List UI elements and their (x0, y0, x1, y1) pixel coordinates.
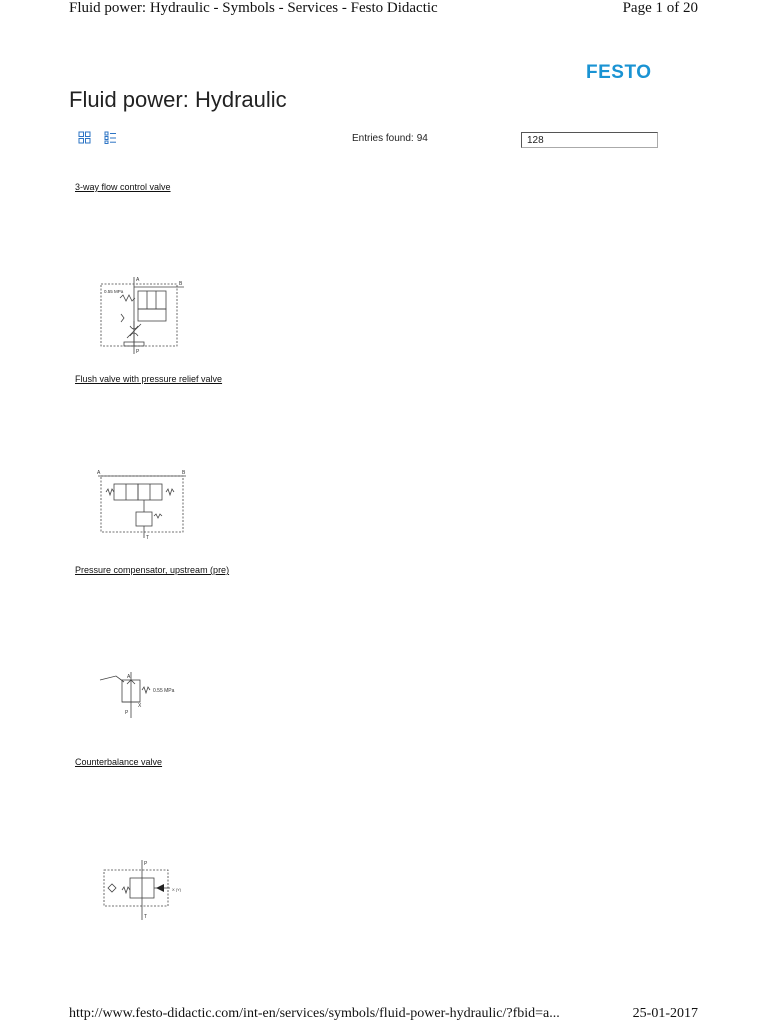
list-view-icon[interactable] (104, 131, 117, 144)
footer-url[interactable]: http://www.festo-didactic.com/int-en/services/symbols/fluid-power-hydraulic/?fbid=a... (69, 1006, 560, 1021)
entries-count: 94 (416, 133, 428, 144)
port-x-label: X (138, 703, 142, 709)
document-title: Fluid power: Hydraulic - Symbols - Services - Festo Didactic (69, 0, 438, 16)
pressure-label: 0.55 MPa (104, 289, 124, 294)
port-t-label: T (146, 535, 150, 541)
port-x-label: X (Y) (172, 887, 182, 892)
entry-title-pressure-compensator-upstream[interactable]: Pressure compensator, upstream (pre) (75, 565, 230, 575)
3-way-flow-control-valve-symbol[interactable] (96, 274, 186, 356)
port-p-label: P (144, 861, 148, 867)
page-indicator: Page 1 of 20 (622, 0, 698, 16)
port-a-label: A (97, 470, 101, 476)
port-a-label: A (127, 674, 131, 680)
flush-valve-with-pressure-relief-valve-symbol[interactable] (96, 468, 190, 542)
per-page-input[interactable] (521, 132, 658, 148)
port-a-label: A (136, 277, 140, 283)
port-b-label: B (182, 470, 186, 476)
festo-logo[interactable]: FESTO (586, 62, 652, 83)
entry-title-flush-valve-with-pressure-relief-valve[interactable]: Flush valve with pressure relief valve (75, 374, 223, 384)
port-p-label: P (136, 349, 140, 355)
port-t-label: T (144, 914, 148, 920)
port-b-label: B (179, 281, 183, 287)
counterbalance-valve-symbol[interactable] (96, 858, 192, 922)
page-title: Fluid power: Hydraulic (69, 87, 287, 112)
entries-found (352, 133, 428, 144)
pressure-label: 0.55 MPa (153, 688, 175, 694)
pressure-compensator-upstream-symbol[interactable] (96, 670, 192, 720)
entry-title-counterbalance-valve[interactable]: Counterbalance valve (75, 757, 163, 767)
entries-label: Entries found: (352, 133, 414, 144)
entry-title-3-way-flow-control-valve[interactable]: 3-way flow control valve (75, 182, 171, 192)
footer-date: 25-01-2017 (632, 1006, 698, 1021)
grid-view-icon[interactable] (78, 131, 91, 144)
port-p-label: P (125, 710, 129, 716)
